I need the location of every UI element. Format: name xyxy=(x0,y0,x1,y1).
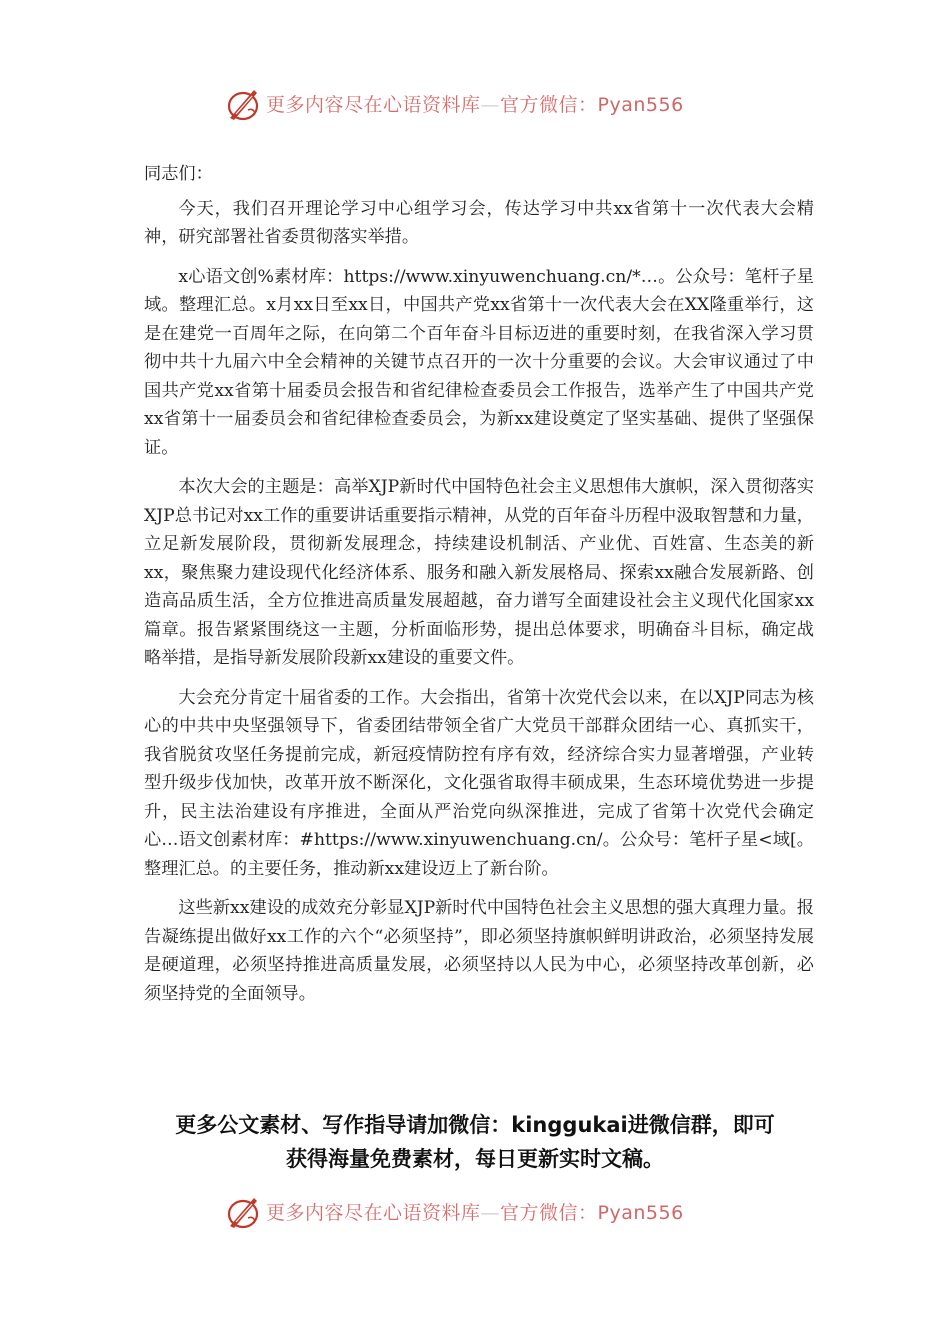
paragraph-5: 这些新xx建设的成效充分彰显XJP新时代中国特色社会主义思想的强大真理力量。报告凝练提出做好xx工作的六个“必须坚持”，即必须坚持旗帜鲜明讲政治，必须坚持发展是硬道理，必须坚持推进高质量发展，必须坚持以人民为中心，必须坚持改革创新，必须坚持党的全面领导。 xyxy=(144,898,814,1004)
footer-banner xyxy=(0,1190,950,1234)
salutation: 同志们： xyxy=(144,164,213,184)
promo-line-2: 获得海量免费素材，每日更新实时文稿。 xyxy=(286,1147,664,1171)
paragraph-1: 今天，我们召开理论学习中心组学习会，传达学习中共xx省第十一次代表大会精神，研究部署社省委贯彻落实举措。 xyxy=(144,198,814,247)
footer-banner-text xyxy=(266,1198,684,1228)
footer-account: Pyan556 xyxy=(597,1202,684,1224)
header-account: Pyan556 xyxy=(597,94,684,116)
footer-official: 官方微信： xyxy=(500,1202,598,1224)
document-body xyxy=(144,160,814,1019)
promo-line-1: 更多公文素材、写作指导请加微信：kinggukai进微信群，即可 xyxy=(175,1113,775,1137)
paragraph-3: 本次大会的主题是：高举XJP新时代中国特色社会主义思想伟大旗帜，深入贯彻落实XJP总书记对xx工作的重要讲话重要指示精神，从党的百年奋斗历程中汲取智慧和力量，立足新发展阶段，贯彻新发展理念，持续建设机制活、产业优、百姓富、生态美的新xx，聚焦聚力建设现代化经济体系、服务和融入新发展格局、探索xx融合发展新路、创造高品质生活，全方位推进高质量发展超越，奋力谱写全面建设社会主义现代化国家xx篇章。报告紧紧围绕这一主题，分析面临形势，提出总体要求，明确奋斗目标，确定战略举措，是指导新发展阶段新xx建设的重要文件。 xyxy=(144,477,814,668)
footer-dash: — xyxy=(480,1202,501,1224)
header-banner-text xyxy=(266,90,684,120)
paragraph-2: x心语文创%素材库：https://www.xinyuwenchuang.cn/*…。公众号：笔杆子星域。整理汇总。x月xx日至xx日，中国共产党xx省第十一次代表大会在XX隆重举行，这是在建党一百周年之际，在向第二个百年奋斗目标迈进的重要时刻，在我省深入学习贯彻中共十九届六中全会精神的关键节点召开的一次十分重要的会议。大会审议通过了中国共产党xx省第十届委员会报告和省纪律检查委员会工作报告，选举产生了中国共产党xx省第十一届委员会和省纪律检查委员会，为新xx建设奠定了坚实基础、提供了坚强保证。 xyxy=(144,266,814,458)
header-banner xyxy=(0,82,950,126)
paragraph-4: 大会充分肯定十届省委的工作。大会指出，省第十次党代会以来，在以XJP同志为核心的中共中央坚强领导下，省委团结带领全省广大党员干部群众团结一心、真抓实干，我省脱贫攻坚任务提前完成，新冠疫情防控有序有效，经济综合实力显著增强，产业转型升级步伐加快，改革开放不断深化，文化强省取得丰硕成果，生态环境优势进一步提升，民主法治建设有序推进，全面从严治党向纵深推进，完成了省第十次党代会确定心…语文创素材库：#https://www.xinyuwenchuang.cn/。公众号：笔杆子星<域[。整理汇总。的主要任务，推动新xx建设迈上了新台阶。 xyxy=(144,687,814,879)
header-brand: 更多内容尽在心语资料库 xyxy=(266,94,481,116)
header-dash: — xyxy=(480,94,501,116)
header-official: 官方微信： xyxy=(500,94,598,116)
footer-brand: 更多内容尽在心语资料库 xyxy=(266,1202,481,1224)
quill-pen-logo-icon xyxy=(224,84,264,124)
promo-notice xyxy=(100,1108,850,1176)
quill-pen-logo-icon xyxy=(224,1192,264,1232)
